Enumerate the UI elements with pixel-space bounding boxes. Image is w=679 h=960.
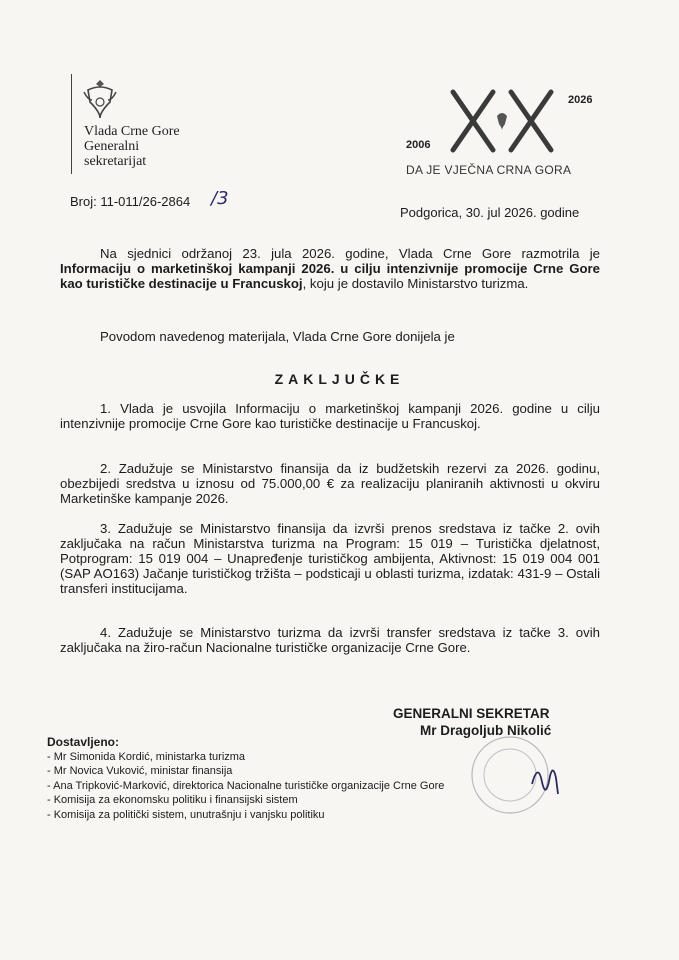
distribution-item: - Mr Simonida Kordić, ministarka turizma [47, 750, 246, 763]
intro-paragraph [60, 246, 600, 291]
organisation-name [84, 124, 180, 169]
montenegro-crest-icon [82, 76, 118, 120]
document-date: Podgorica, 30. jul 2026. godine [400, 205, 580, 220]
handwritten-suffix: /3 [211, 188, 229, 209]
intro-paragraph-2: Povodom navedenog materijala, Vlada Crne Gore donijela je [100, 329, 455, 344]
org-line-2: Generalni [84, 139, 140, 154]
distribution-item: - Ana Tripković-Marković, direktorica Nacionalne turističke organizacije Crne Gore [47, 779, 445, 792]
distribution-item: - Mr Novica Vuković, ministar finansija [47, 765, 233, 777]
signatory-role: GENERALNI SEKRETAR [393, 706, 550, 721]
distribution-title: Dostavljeno: [47, 735, 120, 749]
intro-text-end: , koju je dostavilo Ministarstvo turizma. [302, 276, 529, 291]
intro-bold-title: Informaciju o marketinškoj kampanji 2026. u cilju intenzivnije promocije Crne Gore kao turističke destinacije u Francuskoj [60, 261, 600, 291]
logo-slogan: DA JE VJEČNA CRNA GORA [406, 163, 572, 177]
conclusion-item: 1. Vlada je usvojila Informaciju o marketinškoj kampanji 2026. godine u cilju intenzivnije promocije Crne Gore kao turističke destinacije u Francuskoj. [60, 401, 600, 431]
intro-text-start: Na sjednici održanoj 23. jula 2026. godine, Vlada Crne Gore razmotrila je [100, 246, 600, 261]
section-title: ZAKLJUČKE [274, 371, 405, 387]
reference-number: Broj: 11-011/26-2864 [70, 194, 191, 209]
conclusion-item: 2. Zadužuje se Ministarstvo finansija da iz budžetskih rezervi za 2026. godinu, obezbijedi sredstva u iznosu od 75.000,00 € za realizaciju planiranih aktivnosti u okviru Marketinške kampanje 2026. [60, 461, 600, 506]
org-line-3: sekretarijat [84, 154, 147, 169]
logo-year-end: 2026 [568, 94, 593, 106]
distribution-item: - Komisija za ekonomsku politiku i finansijski sistem [47, 794, 298, 806]
conclusion-item: 3. Zadužuje se Ministarstvo finansija da izvrši prenos sredstava iz tačke 2. ovih zaključaka na račun Ministarstva turizma na Program: 15 019 – Turistička djelatnost, Potprogram: 15 019 004 – Unapređenje turističkog ambijenta, Aktivnost: 15 019 004 001 (SAP AO163) Jačanje turističkog tržišta – podsticaji u oblasti turizma, izdatak: 431-9 – Ostali transferi institucijama. [60, 521, 600, 596]
conclusion-item: 4. Zadužuje se Ministarstvo turizma da izvrši transfer sredstava iz tačke 3. ovih zaključaka na žiro-račun Nacionalne turističke organizacije Crne Gore. [60, 625, 600, 655]
logo-year-start: 2006 [406, 139, 431, 151]
signatory-name: Mr Dragoljub Nikolić [420, 723, 552, 738]
org-line-1: Vlada Crne Gore [84, 124, 180, 139]
header-divider [71, 74, 72, 174]
distribution-list [47, 735, 444, 822]
anniversary-xx-logo-icon [447, 86, 567, 156]
distribution-item: - Komisija za politički sistem, unutrašnju i vanjsku politiku [47, 808, 325, 821]
